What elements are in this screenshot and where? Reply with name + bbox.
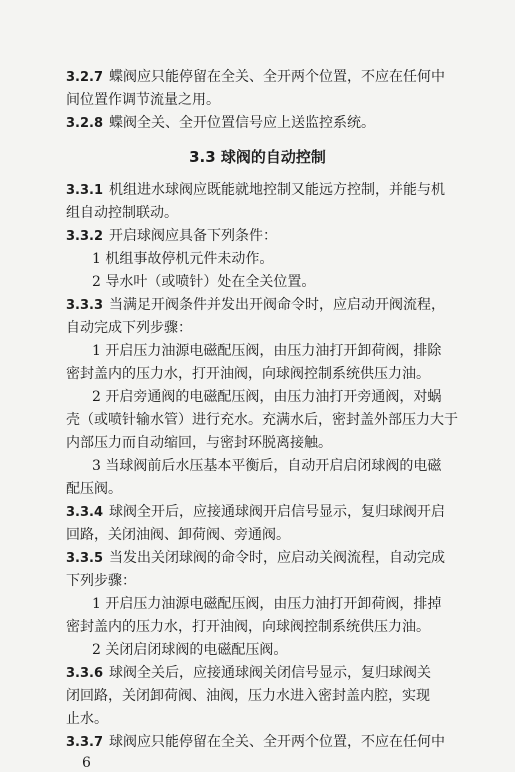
clause-3-3-3-item-2-cont2: 内部压力而自动缩回，与密封环脱离接触。 [66, 435, 332, 451]
clause-3-3-2-item-1: 1 机组事故停机元件未动作。 [92, 251, 274, 267]
section-heading: 3.3 球阀的自动控制 [189, 148, 326, 166]
clause-3-3-2: 3.3.2 开启球阀应具备下列条件： [66, 228, 278, 244]
clause-3-3-1: 3.3.1 机组进水球阀应既能就地控制又能远方控制，并能与机 [66, 182, 446, 198]
clause-3-3-5-item-1-cont: 密封盖内的压力水，打开油阀，向球阀控制系统供压力油。 [66, 619, 430, 635]
clause-3-3-5-item-1: 1 开启压力油源电磁配压阀，由压力油打开卸荷阀，排掉 [92, 596, 442, 612]
clause-3-3-3-cont: 自动完成下列步骤： [66, 320, 192, 336]
clause-3-2-7-cont: 间位置作调节流量之用。 [66, 92, 220, 108]
clause-3-3-3-item-1-cont: 密封盖内的压力水，打开油阀，向球阀控制系统供压力油。 [66, 366, 430, 382]
clause-3-3-3-item-2: 2 开启旁通阀的电磁配压阀，由压力油打开旁通阀，对蜗 [92, 389, 442, 405]
clause-3-3-1-cont: 组自动控制联动。 [66, 205, 178, 221]
clause-3-3-3-item-3-cont: 配压阀。 [66, 481, 122, 497]
clause-3-2-8: 3.2.8 蝶阀全关、全开位置信号应上送监控系统。 [66, 115, 376, 131]
clause-3-3-4: 3.3.4 球阀全开后，应接通球阀开启信号显示，复归球阀开启 [66, 504, 446, 520]
clause-3-2-7: 3.2.7 蝶阀应只能停留在全关、全开两个位置，不应在任何中 [66, 69, 446, 85]
clause-3-3-7: 3.3.7 球阀应只能停留在全关、全开两个位置，不应在任何中 [66, 734, 446, 750]
clause-3-3-2-item-2: 2 导水叶（或喷针）处在全关位置。 [92, 274, 316, 290]
clause-3-3-5-item-2: 2 关闭启闭球阀的电磁配压阀。 [92, 642, 288, 658]
clause-3-3-3-item-1: 1 开启压力油源电磁配压阀，由压力油打开卸荷阀，排除 [92, 343, 442, 359]
clause-3-3-6: 3.3.6 球阀全关后，应接通球阀关闭信号显示，复归球阀关 [66, 665, 432, 681]
clause-3-3-3: 3.3.3 当满足开阀条件并发出开阀命令时，应启动开阀流程， [66, 297, 446, 313]
page-number: 6 [82, 755, 91, 771]
clause-3-3-4-cont: 回路，关闭油阀、卸荷阀、旁通阀。 [66, 527, 290, 543]
clause-3-3-5-cont: 下列步骤： [66, 573, 136, 589]
clause-3-3-3-item-3: 3 当球阀前后水压基本平衡后，自动开启启闭球阀的电磁 [92, 458, 442, 474]
clause-3-3-5: 3.3.5 当发出关闭球阀的命令时，应启动关阀流程，自动完成 [66, 550, 446, 566]
clause-3-3-3-item-2-cont: 壳（或喷针输水管）进行充水。充满水后，密封盖外部压力大于 [66, 412, 458, 428]
clause-3-3-6-cont: 闭回路，关闭卸荷阀、油阀，压力水进入密封盖内腔，实现 [66, 688, 430, 704]
clause-3-3-6-cont2: 止水。 [66, 711, 108, 727]
